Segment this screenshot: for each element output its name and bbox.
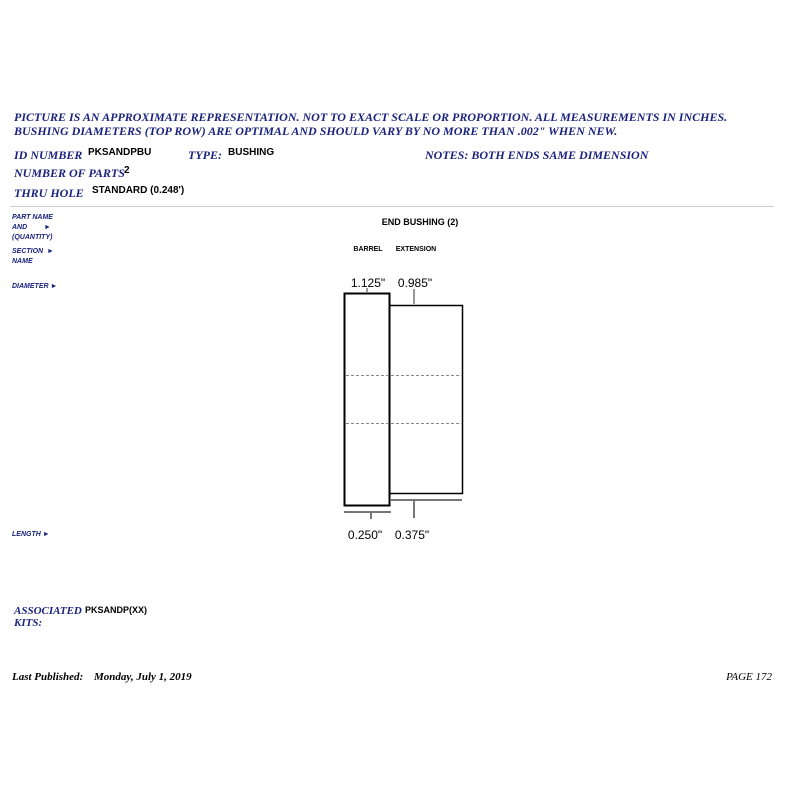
- length-arrow-icon: ►: [42, 531, 50, 538]
- last-published-label: Last Published:: [12, 671, 84, 683]
- section-name-barrel: BARREL: [353, 246, 383, 253]
- extension-diameter-value: 0.985": [397, 276, 433, 290]
- barrel-diameter-value: 1.125": [350, 276, 386, 290]
- number-of-parts-value: 2: [124, 165, 130, 176]
- extension-length-value: 0.375": [394, 528, 430, 542]
- disclaimer-text: PICTURE IS AN APPROXIMATE REPRESENTATION. NOT TO EXACT SCALE OR PROPORTION. ALL MEASUREMENTS IN INCHES. BUSHING DIAMETERS (TOP ROW) ARE OPTIMAL AND SHOULD VARY BY NO MORE THAN .002" WHEN NEW.: [14, 110, 728, 138]
- barrel-section-outline: [345, 294, 390, 506]
- type-value: BUSHING: [228, 147, 275, 158]
- last-published-date: Monday, July 1, 2019: [94, 671, 192, 683]
- id-number-value: PKSANDPBU: [88, 147, 152, 158]
- thru-hole-value: STANDARD (0.248'): [92, 185, 185, 196]
- associated-kits-label: ASSOCIATED KITS:: [14, 605, 82, 629]
- length-label-text: LENGTH: [12, 531, 41, 538]
- number-of-parts-label: NUMBER OF PARTS: [14, 166, 125, 180]
- section-name-arrow-icon: ►: [47, 248, 54, 255]
- page-number: PAGE 172: [726, 671, 772, 683]
- part-name-row-label: PART NAME AND (QUANTITY): [12, 214, 53, 241]
- part-title: END BUSHING (2): [381, 217, 459, 227]
- section-name-row-label: SECTION NAME: [12, 248, 44, 265]
- diameter-label-text: DIAMETER: [12, 283, 49, 290]
- section-name-extension: EXTENSION: [395, 246, 437, 253]
- associated-kits-value: PKSANDP(XX): [85, 605, 148, 615]
- barrel-length-value: 0.250": [347, 528, 383, 542]
- type-label: TYPE:: [188, 148, 222, 162]
- part-name-arrow-icon: ►: [44, 224, 51, 231]
- id-number-label: ID NUMBER: [14, 148, 83, 162]
- notes-text: NOTES: BOTH ENDS SAME DIMENSION: [425, 148, 649, 162]
- extension-section-outline: [390, 306, 463, 494]
- thru-hole-label: THRU HOLE: [14, 186, 84, 200]
- diameter-arrow-icon: ►: [50, 283, 58, 290]
